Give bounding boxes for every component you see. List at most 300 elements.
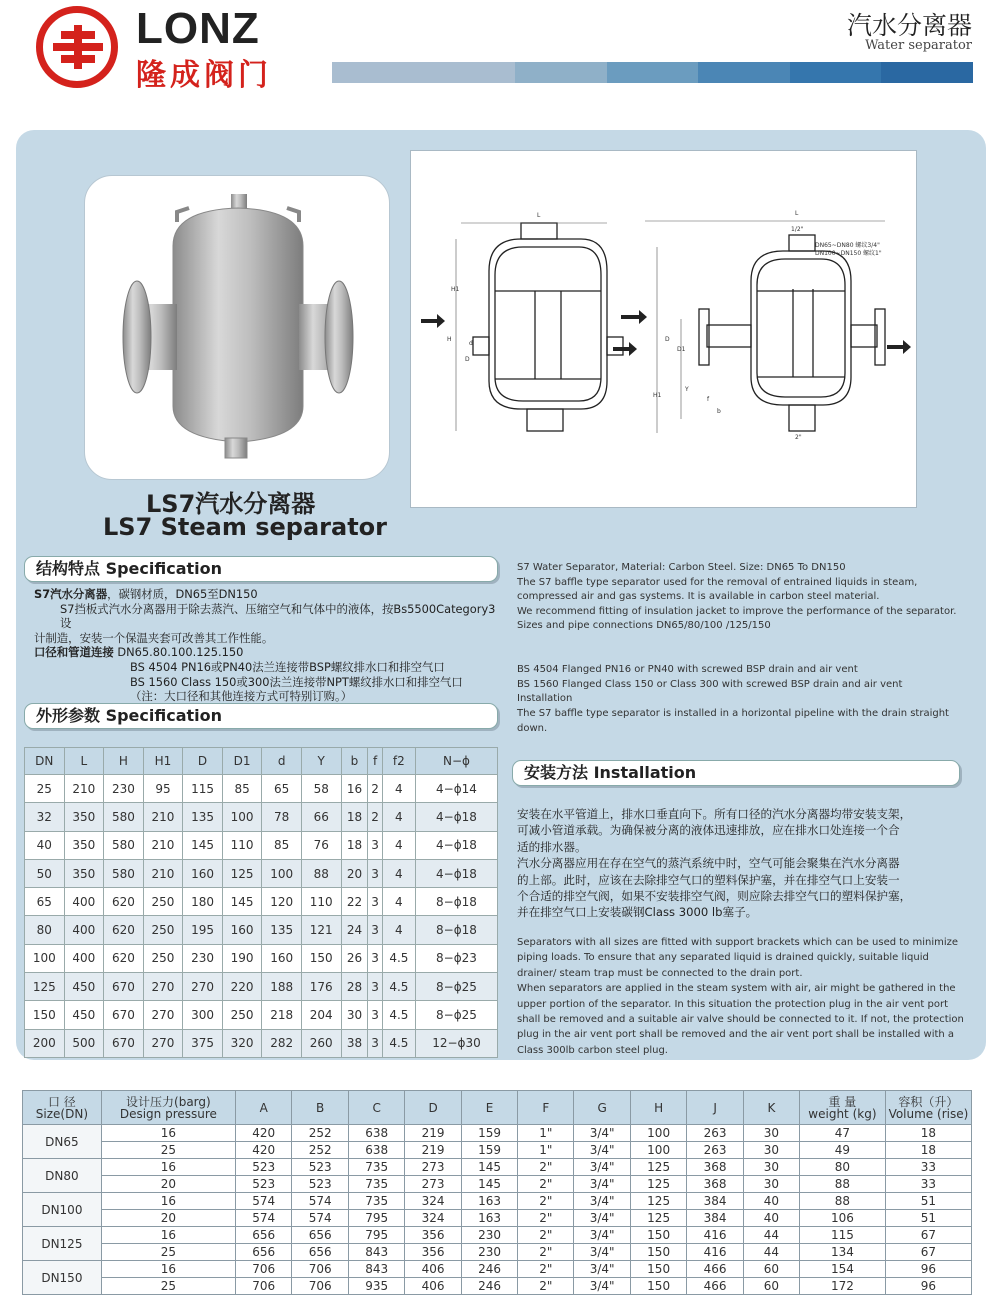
pressure-cell: 25: [101, 1278, 235, 1295]
pressure-cell: 706: [235, 1278, 291, 1295]
drawing-label-d1: D1: [677, 346, 686, 353]
pressure-cell: 735: [348, 1193, 404, 1210]
structure-line-text: ，碳钢材质，DN65至DN150: [107, 587, 258, 601]
dimensions-header-cell: d: [262, 748, 302, 775]
pressure-cell: 795: [348, 1210, 404, 1227]
pressure-cell: 3/4": [574, 1261, 631, 1278]
pressure-cell: 416: [687, 1227, 743, 1244]
dimensions-header-cell: f: [368, 748, 382, 775]
dimensions-cell: 40: [25, 831, 65, 859]
dimensions-cell: 4: [382, 888, 415, 916]
pressure-row: [23, 1159, 972, 1176]
pressure-cell: 324: [405, 1193, 461, 1210]
pressure-cell: 935: [348, 1278, 404, 1295]
dimensions-cell: 8−ϕ25: [415, 1001, 497, 1029]
color-stripe: [698, 62, 790, 83]
pressure-cell: 246: [461, 1261, 517, 1278]
structure-line-text: BS 4504 PN16或PN40法兰连接带BSP螺纹排水口和排空气口: [130, 659, 445, 674]
pressure-cell: 16: [101, 1125, 235, 1142]
pressure-header-cn: 设计压力(barg): [126, 1094, 211, 1109]
structure-line: [34, 645, 504, 660]
structure-line-text: S7挡板式汽水分离器用于除去蒸汽、压缩空气和气体中的液体，按Bs5500Category3设: [60, 601, 496, 631]
drawing-label-f: f: [707, 396, 710, 403]
header-color-bar: [332, 62, 973, 83]
dimensions-cell: 16: [341, 775, 368, 803]
dimensions-header-row: [25, 748, 498, 775]
dimensions-cell: 125: [25, 973, 65, 1001]
pressure-cell: 246: [461, 1278, 517, 1295]
pressure-cell: 115: [799, 1227, 885, 1244]
pressure-size-cell: DN150: [23, 1261, 102, 1295]
pressure-cell: 25: [101, 1244, 235, 1261]
dimensions-header-cell: H1: [143, 748, 183, 775]
installation-en-line: When separators are applied in the steam system with air, air might be gathered in the: [517, 983, 956, 995]
dimensions-cell: 375: [183, 1029, 223, 1057]
pressure-cell: 706: [235, 1261, 291, 1278]
pressure-cell: 40: [743, 1193, 799, 1210]
pressure-cell: 30: [743, 1176, 799, 1193]
pressure-cell: 30: [743, 1125, 799, 1142]
pressure-cell: 16: [101, 1227, 235, 1244]
dimensions-cell: 210: [64, 775, 104, 803]
dimensions-cell: 230: [104, 775, 144, 803]
pressure-cell: 20: [101, 1176, 235, 1193]
drawing-label-y: Y: [685, 386, 689, 393]
pressure-header-en: E: [485, 1100, 494, 1115]
dimensions-cell: 145: [183, 831, 223, 859]
dimensions-cell: 4: [382, 859, 415, 887]
english-spec-line: S7 Water Separator, Material: Carbon Steel. Size: DN65 To DN150: [517, 562, 846, 573]
dimensions-cell: 3: [368, 944, 382, 972]
dimensions-cell: 8−ϕ18: [415, 916, 497, 944]
pressure-cell: 523: [235, 1176, 291, 1193]
pressure-cell: 324: [405, 1210, 461, 1227]
pressure-cell: 420: [235, 1142, 291, 1159]
pressure-cell: 159: [461, 1142, 517, 1159]
dimensions-header-cell: b: [341, 748, 368, 775]
pressure-cell: 145: [461, 1159, 517, 1176]
structure-line-text: DN65.80.100.125.150: [113, 645, 244, 660]
structure-line-bold: 口径和管道连接: [34, 645, 114, 660]
dimensions-cell: 8−ϕ25: [415, 973, 497, 1001]
structure-line: [34, 602, 504, 631]
pressure-cell: 18: [885, 1125, 971, 1142]
dimensions-cell: 3: [368, 859, 382, 887]
dimensions-cell: 4−ϕ18: [415, 831, 497, 859]
dimensions-cell: 260: [301, 1029, 341, 1057]
dimensions-cell: 4.5: [382, 944, 415, 972]
pressure-size-cell: DN125: [23, 1227, 102, 1261]
pressure-header-en: D: [428, 1100, 438, 1115]
pressure-cell: 3/4": [574, 1227, 631, 1244]
pressure-header-cell: [348, 1091, 404, 1125]
pressure-header-cell: [405, 1091, 461, 1125]
dimensions-row: [25, 973, 498, 1001]
installation-en-line: Class 300lb carbon steel plug.: [517, 1044, 668, 1056]
structure-line: [34, 587, 504, 602]
dimensions-cell: 270: [143, 1029, 183, 1057]
drawing-label-d-small: d: [469, 340, 473, 347]
pressure-cell: 125: [630, 1159, 686, 1176]
dimensions-cell: 620: [104, 916, 144, 944]
installation-en-line: drainer/ steam trap must be connected to the drain port.: [517, 967, 803, 979]
dimensions-cell: 220: [222, 973, 262, 1001]
dimensions-row: [25, 859, 498, 887]
pressure-cell: 263: [687, 1125, 743, 1142]
pressure-cell: 16: [101, 1193, 235, 1210]
pressure-cell: 20: [101, 1210, 235, 1227]
dimensions-cell: 3: [368, 973, 382, 1001]
dimensions-header-cell: D1: [222, 748, 262, 775]
pressure-cell: 466: [687, 1261, 743, 1278]
installation-text-cn: [517, 806, 969, 921]
pressure-header-cell: [518, 1091, 574, 1125]
pressure-cell: 2": [518, 1210, 574, 1227]
pressure-row: [23, 1261, 972, 1278]
pressure-cell: 638: [348, 1142, 404, 1159]
drawing-label-h: H: [447, 336, 452, 343]
pressure-cell: 1": [518, 1125, 574, 1142]
dimensions-cell: 110: [222, 831, 262, 859]
pressure-header-cell: [101, 1091, 235, 1125]
dimensions-cell: 204: [301, 1001, 341, 1029]
pressure-cell: 843: [348, 1244, 404, 1261]
structure-text: [34, 587, 504, 704]
pressure-cell: 706: [292, 1261, 348, 1278]
pressure-cell: 406: [405, 1261, 461, 1278]
dimensions-cell: 88: [301, 859, 341, 887]
drawing-label-b: b: [717, 408, 721, 415]
color-stripe: [515, 62, 607, 83]
dimensions-cell: 4.5: [382, 1029, 415, 1057]
pressure-cell: 656: [292, 1227, 348, 1244]
pressure-cell: 523: [292, 1159, 348, 1176]
dimensions-cell: 24: [341, 916, 368, 944]
pressure-cell: 368: [687, 1159, 743, 1176]
pressure-header-en: K: [767, 1100, 776, 1115]
dimensions-cell: 180: [183, 888, 223, 916]
pressure-cell: 51: [885, 1210, 971, 1227]
pressure-cell: 96: [885, 1261, 971, 1278]
dimensions-heading: 外形参数 Specification: [24, 703, 498, 729]
dimensions-cell: 670: [104, 1029, 144, 1057]
english-spec-text: [517, 561, 967, 736]
dimensions-cell: 320: [222, 1029, 262, 1057]
pressure-row: [23, 1210, 972, 1227]
color-stripe: [881, 62, 973, 83]
drawing-label-l-left: L: [537, 212, 541, 219]
pressure-cell: 60: [743, 1261, 799, 1278]
pressure-cell: 3/4": [574, 1278, 631, 1295]
pressure-header-en: Size(DN): [35, 1106, 88, 1121]
pressure-header-cn: 重 量: [828, 1094, 857, 1109]
dimensions-cell: 150: [301, 944, 341, 972]
pressure-cell: 3/4": [574, 1159, 631, 1176]
dimensions-cell: 195: [183, 916, 223, 944]
dimensions-cell: 400: [64, 888, 104, 916]
dimensions-cell: 4−ϕ18: [415, 859, 497, 887]
dimensions-header-cell: L: [64, 748, 104, 775]
product-photo: [84, 175, 390, 480]
dimensions-cell: 76: [301, 831, 341, 859]
pressure-cell: 150: [630, 1261, 686, 1278]
drawing-label-dn65-thread: DN65~DN80 螺纹3/4": [815, 242, 880, 249]
installation-heading: 安装方法 Installation: [512, 760, 960, 786]
pressure-cell: 230: [461, 1227, 517, 1244]
dimensions-cell: 200: [25, 1029, 65, 1057]
pressure-cell: 384: [687, 1210, 743, 1227]
dimensions-cell: 270: [183, 973, 223, 1001]
pressure-size-cell: DN100: [23, 1193, 102, 1227]
pressure-header-cn: 容积（升）: [898, 1094, 959, 1109]
pressure-cell: 172: [799, 1278, 885, 1295]
pressure-row: [23, 1176, 972, 1193]
pressure-cell: 219: [405, 1142, 461, 1159]
pressure-cell: 125: [630, 1176, 686, 1193]
dimensions-cell: 350: [64, 803, 104, 831]
dimensions-cell: 282: [262, 1029, 302, 1057]
technical-drawing: [410, 150, 917, 508]
pressure-header-en: F: [542, 1100, 550, 1115]
dimensions-cell: 450: [64, 973, 104, 1001]
pressure-header-cell: [235, 1091, 291, 1125]
dimensions-cell: 4−ϕ14: [415, 775, 497, 803]
dimensions-header-cell: f2: [382, 748, 415, 775]
pressure-header-cell: [743, 1091, 799, 1125]
dimensions-cell: 95: [143, 775, 183, 803]
pressure-cell: 3/4": [574, 1142, 631, 1159]
pressure-header-en: G: [597, 1100, 607, 1115]
dimensions-cell: 670: [104, 973, 144, 1001]
pressure-header-cell: [574, 1091, 631, 1125]
pressure-cell: 795: [348, 1227, 404, 1244]
pressure-cell: 2": [518, 1176, 574, 1193]
pressure-cell: 30: [743, 1159, 799, 1176]
structure-line-bold: S7汽水分离器: [34, 587, 108, 601]
pressure-cell: 150: [630, 1227, 686, 1244]
dimensions-row: [25, 803, 498, 831]
pressure-cell: 3/4": [574, 1193, 631, 1210]
dimensions-cell: 85: [262, 831, 302, 859]
dimensions-cell: 2: [368, 775, 382, 803]
pressure-cell: 574: [235, 1210, 291, 1227]
english-spec-line: [517, 649, 967, 664]
dimensions-cell: 50: [25, 859, 65, 887]
drawing-label-h1-right: H1: [653, 392, 662, 399]
dimensions-cell: 4: [382, 831, 415, 859]
dimensions-cell: 32: [25, 803, 65, 831]
pressure-cell: 100: [630, 1142, 686, 1159]
pressure-row: [23, 1142, 972, 1159]
english-spec-line: [517, 634, 967, 649]
pressure-cell: 735: [348, 1176, 404, 1193]
color-stripe: [424, 62, 516, 83]
installation-cn-line: 可减小管道承载。为确保被分离的液体迅速排放，应在排水口处连接一个合: [517, 823, 900, 838]
pressure-size-cell: DN65: [23, 1125, 102, 1159]
drawing-label-l-right: L: [795, 210, 799, 217]
installation-cn-line: 的上部。此时，应该在去除排空气口的塑料保护塞，并在排空气口上安装一: [517, 872, 900, 887]
brand-name-en: LONZ: [136, 4, 260, 53]
dimensions-cell: 28: [341, 973, 368, 1001]
dimensions-cell: 38: [341, 1029, 368, 1057]
pressure-cell: 80: [799, 1159, 885, 1176]
pressure-cell: 163: [461, 1193, 517, 1210]
structure-line: [34, 689, 504, 704]
installation-cn-line: 安装在水平管道上，排水口垂直向下。所有口径的汽水分离器均带安装支架，: [517, 807, 912, 821]
pressure-cell: 3/4": [574, 1125, 631, 1142]
dimensions-cell: 66: [301, 803, 341, 831]
pressure-header-en: J: [713, 1100, 717, 1115]
dimensions-cell: 350: [64, 859, 104, 887]
pressure-cell: 406: [405, 1278, 461, 1295]
pressure-cell: 16: [101, 1159, 235, 1176]
drawing-label-two-inch: 2": [795, 434, 802, 441]
dimensions-cell: 270: [143, 1001, 183, 1029]
dimensions-cell: 30: [341, 1001, 368, 1029]
dimensions-cell: 4−ϕ18: [415, 803, 497, 831]
dimensions-cell: 230: [183, 944, 223, 972]
pressure-cell: 656: [292, 1244, 348, 1261]
installation-cn-line: 个合适的排空气阀，如果不安装排空气阀，则应除去排空气口的塑料保护塞，: [517, 889, 912, 904]
pressure-cell: 416: [687, 1244, 743, 1261]
pressure-header-cell: [630, 1091, 686, 1125]
pressure-size-cell: DN80: [23, 1159, 102, 1193]
dimensions-cell: 78: [262, 803, 302, 831]
pressure-header-en: H: [654, 1100, 664, 1115]
pressure-cell: 47: [799, 1125, 885, 1142]
installation-cn-line: 适的排水器。: [517, 839, 587, 854]
dimensions-cell: 300: [183, 1001, 223, 1029]
english-spec-line: We recommend fitting of insulation jacket to improve the performance of the separator.: [517, 605, 957, 617]
pressure-header-en: B: [316, 1100, 325, 1115]
dimensions-cell: 58: [301, 775, 341, 803]
dimensions-cell: 250: [222, 1001, 262, 1029]
pressure-cell: 88: [799, 1193, 885, 1210]
english-spec-line: BS 1560 Flanged Class 150 or Class 300 with screwed BSP drain and air vent: [517, 678, 903, 690]
dimensions-cell: 12−ϕ30: [415, 1029, 497, 1057]
dimensions-cell: 400: [64, 944, 104, 972]
product-name-en: LS7 Steam separator: [103, 513, 387, 541]
pressure-cell: 150: [630, 1278, 686, 1295]
dimensions-header-cell: DN: [25, 748, 65, 775]
pressure-cell: 125: [630, 1193, 686, 1210]
brand-name-cn: 隆成阀门: [136, 58, 272, 93]
dimensions-cell: 620: [104, 944, 144, 972]
pressure-cell: 25: [101, 1142, 235, 1159]
dimensions-cell: 4: [382, 775, 415, 803]
pressure-cell: 574: [292, 1193, 348, 1210]
pressure-cell: 154: [799, 1261, 885, 1278]
dimensions-cell: 210: [143, 803, 183, 831]
dimensions-cell: 18: [341, 831, 368, 859]
pressure-cell: 30: [743, 1142, 799, 1159]
pressure-cell: 2": [518, 1278, 574, 1295]
dimensions-cell: 3: [368, 831, 382, 859]
structure-line: [34, 660, 504, 675]
dimensions-cell: 250: [143, 916, 183, 944]
pressure-header-en: weight (kg): [808, 1106, 877, 1121]
pressure-cell: 574: [235, 1193, 291, 1210]
dimensions-cell: 400: [64, 916, 104, 944]
installation-cn-line: 汽水分离器应用在存在空气的蒸汽系统中时，空气可能会聚集在汽水分离器: [517, 856, 900, 871]
pressure-cell: 2": [518, 1244, 574, 1261]
pressure-cell: 88: [799, 1176, 885, 1193]
pressure-cell: 33: [885, 1176, 971, 1193]
pressure-cell: 18: [885, 1142, 971, 1159]
pressure-header-en: Design pressure: [119, 1106, 217, 1121]
dimensions-cell: 4: [382, 803, 415, 831]
dimensions-cell: 3: [368, 1029, 382, 1057]
pressure-row: [23, 1278, 972, 1295]
pressure-cell: 40: [743, 1210, 799, 1227]
pressure-cell: 523: [292, 1176, 348, 1193]
installation-en-line: piping loads. To ensure that any separated liquid is drained quickly, suitable liquid: [517, 952, 929, 964]
pressure-cell: 3/4": [574, 1210, 631, 1227]
pressure-cell: 125: [630, 1210, 686, 1227]
dimensions-cell: 580: [104, 831, 144, 859]
dimensions-cell: 115: [183, 775, 223, 803]
pressure-cell: 263: [687, 1142, 743, 1159]
dimensions-cell: 8−ϕ23: [415, 944, 497, 972]
pressure-cell: 706: [292, 1278, 348, 1295]
pressure-cell: 356: [405, 1227, 461, 1244]
pressure-cell: 2": [518, 1159, 574, 1176]
pressure-header-cn: 口 径: [47, 1094, 76, 1109]
dimensions-cell: 190: [222, 944, 262, 972]
dimensions-cell: 26: [341, 944, 368, 972]
dimensions-cell: 350: [64, 831, 104, 859]
dimensions-cell: 65: [262, 775, 302, 803]
dimensions-cell: 250: [143, 888, 183, 916]
pressure-cell: 150: [630, 1244, 686, 1261]
dimensions-cell: 176: [301, 973, 341, 1001]
pressure-header-cell: [687, 1091, 743, 1125]
dimensions-cell: 22: [341, 888, 368, 916]
installation-en-line: upper portion of the separator. In this situation the protection plug in the air vent port: [517, 998, 948, 1010]
dimensions-cell: 160: [262, 944, 302, 972]
page-title-cn: 汽水分离器: [846, 11, 972, 40]
dimensions-cell: 85: [222, 775, 262, 803]
dimensions-row: [25, 944, 498, 972]
dimensions-cell: 110: [301, 888, 341, 916]
dimensions-cell: 80: [25, 916, 65, 944]
pressure-cell: 60: [743, 1278, 799, 1295]
dimensions-cell: 18: [341, 803, 368, 831]
pressure-cell: 230: [461, 1244, 517, 1261]
pressure-cell: 106: [799, 1210, 885, 1227]
installation-en-line: shall be removed and a suitable air valve should be connected to it. If not, the protection: [517, 1014, 964, 1026]
dimensions-cell: 670: [104, 1001, 144, 1029]
dimensions-cell: 450: [64, 1001, 104, 1029]
pressure-cell: 159: [461, 1125, 517, 1142]
pressure-cell: 3/4": [574, 1176, 631, 1193]
installation-cn-line: 并在排空气口上安装碳钢Class 3000 lb塞子。: [517, 905, 758, 920]
dimensions-cell: 135: [183, 803, 223, 831]
dimensions-cell: 580: [104, 803, 144, 831]
pressure-cell: 134: [799, 1244, 885, 1261]
pressure-header-en: Volume (rise): [888, 1106, 969, 1121]
english-spec-line: Installation: [517, 693, 573, 705]
structure-line-text: BS 1560 Class 150或300法兰连接带NPT螺纹排水口和排空气口: [130, 674, 463, 689]
dimensions-cell: 100: [25, 944, 65, 972]
pressure-cell: 67: [885, 1244, 971, 1261]
dimensions-cell: 210: [143, 831, 183, 859]
pressure-cell: 33: [885, 1159, 971, 1176]
installation-en-line: Separators with all sizes are fitted with support brackets which can be used to minimize: [517, 937, 959, 948]
pressure-cell: 2": [518, 1193, 574, 1210]
dimensions-cell: 145: [222, 888, 262, 916]
dimensions-cell: 4.5: [382, 1001, 415, 1029]
